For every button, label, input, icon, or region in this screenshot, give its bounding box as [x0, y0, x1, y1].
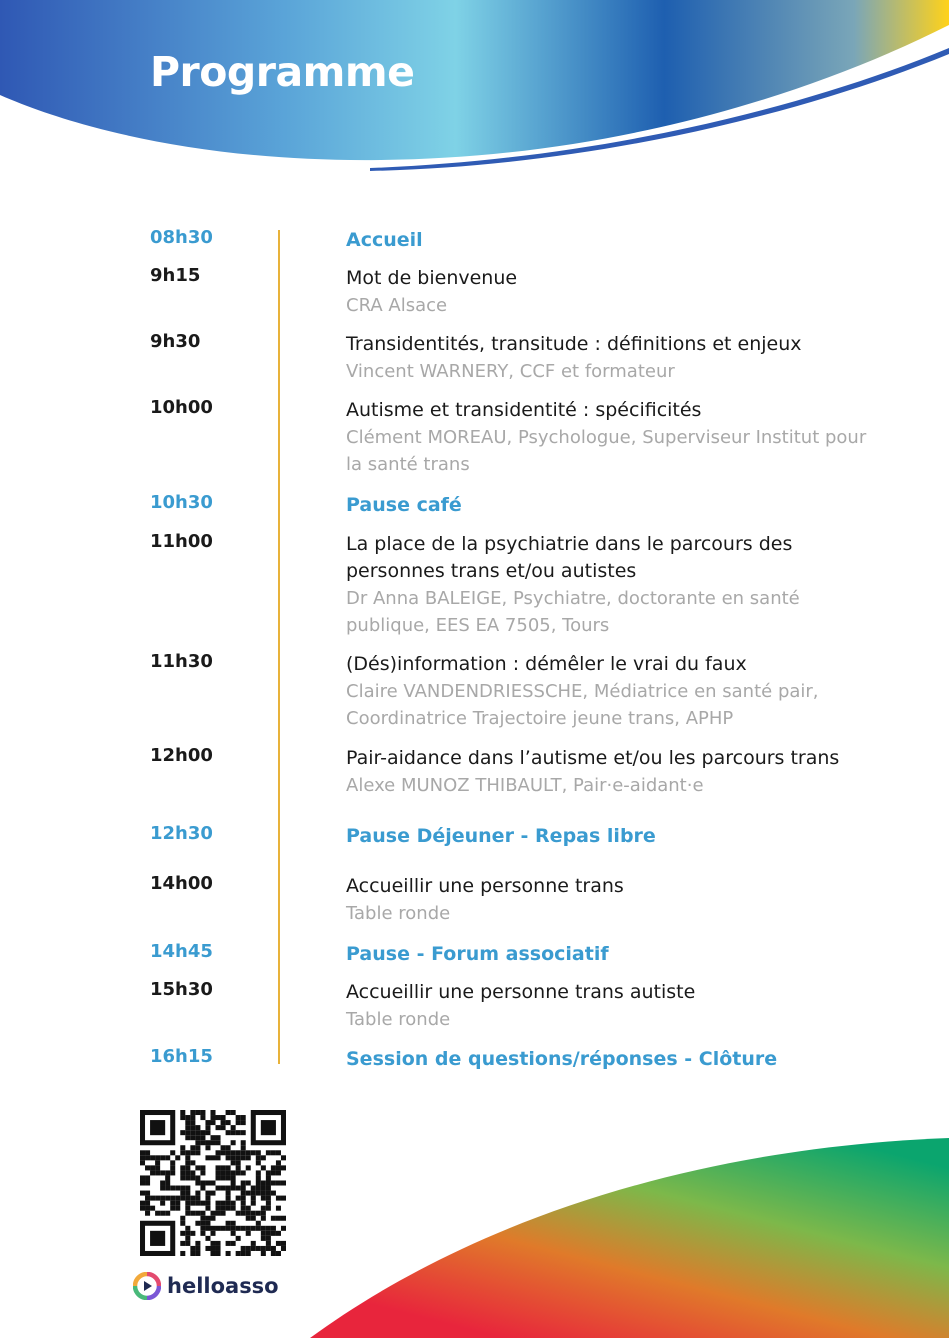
schedule-title: (Dés)information : démêler le vrai du faux: [346, 653, 747, 675]
helloasso-logo-icon: [133, 1272, 161, 1300]
schedule-time: 11h00: [150, 531, 213, 552]
schedule-title: Autisme et transidentité : spécificités: [346, 399, 702, 421]
schedule-title: Accueillir une personne trans: [346, 875, 624, 897]
schedule-speaker: Table ronde: [346, 1009, 451, 1030]
schedule-time: 11h30: [150, 651, 213, 672]
schedule-time: 15h30: [150, 979, 213, 1000]
schedule-title: Session de questions/réponses - Clôture: [346, 1048, 778, 1070]
schedule-speaker: Vincent WARNERY, CCF et formateur: [346, 361, 675, 382]
schedule-time: 9h30: [150, 331, 201, 352]
schedule-time: 08h30: [150, 227, 213, 248]
timeline-divider: [278, 230, 280, 1064]
schedule-title: Pair-aidance dans l’autisme et/ou les parcours trans: [346, 747, 840, 769]
page-title: Programme: [150, 48, 415, 96]
schedule-time: 16h15: [150, 1046, 213, 1067]
schedule-time: 14h45: [150, 941, 213, 962]
schedule-title: La place de la psychiatrie dans le parcours des personnes trans et/ou autistes: [346, 533, 793, 582]
schedule-speaker: Clément MOREAU, Psychologue, Superviseur Institut pour la santé trans: [346, 427, 867, 475]
schedule-title: Transidentités, transitude : définitions et enjeux: [346, 333, 802, 355]
schedule-speaker: CRA Alsace: [346, 295, 448, 316]
qr-code-icon[interactable]: [140, 1110, 286, 1256]
schedule-time: 14h00: [150, 873, 213, 894]
schedule-time: 12h00: [150, 745, 213, 766]
schedule-time: 9h15: [150, 265, 201, 286]
schedule-title: Accueillir une personne trans autiste: [346, 981, 696, 1003]
schedule-time: 10h30: [150, 492, 213, 513]
schedule-title: Mot de bienvenue: [346, 267, 518, 289]
schedule-speaker: Table ronde: [346, 903, 451, 924]
helloasso-wordmark: helloasso: [167, 1274, 279, 1298]
schedule-speaker: Claire VANDENDRIESSCHE, Médiatrice en santé pair, Coordinatrice Trajectoire jeune trans, APHP: [346, 681, 819, 729]
schedule-title: Accueil: [346, 229, 423, 251]
schedule-time: 10h00: [150, 397, 213, 418]
schedule-title: Pause Déjeuner - Repas libre: [346, 825, 656, 847]
schedule-speaker: Alexe MUNOZ THIBAULT, Pair·e-aidant·e: [346, 775, 704, 796]
schedule-speaker: Dr Anna BALEIGE, Psychiatre, doctorante en santé publique, EES EA 7505, Tours: [346, 588, 800, 636]
header-wave-decoration: [0, 0, 949, 200]
schedule-title: Pause - Forum associatif: [346, 943, 609, 965]
schedule-time: 12h30: [150, 823, 213, 844]
schedule-title: Pause café: [346, 494, 462, 516]
